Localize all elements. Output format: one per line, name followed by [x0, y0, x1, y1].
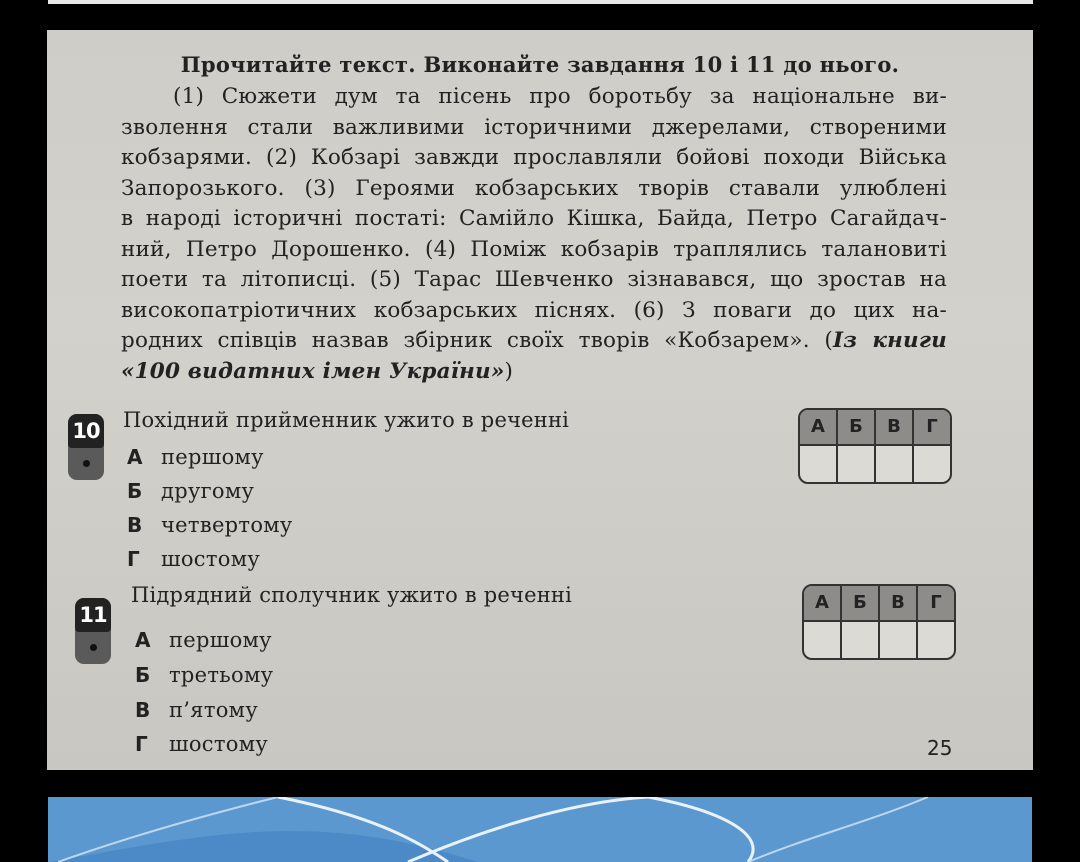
banner-waves — [48, 797, 1032, 862]
answer-cell-b[interactable] — [842, 622, 880, 660]
task-10-option-g[interactable]: Г шостому — [127, 547, 260, 571]
bullet-icon — [83, 460, 90, 467]
text-line: зволення стали важливими історичними джерелами, створеними — [121, 114, 947, 140]
task-11-option-b[interactable]: Б третьому — [135, 663, 274, 687]
reading-text — [121, 82, 947, 387]
text-line: Запорозького. (3) Героями кобзарських творів ставали улюблені — [121, 175, 947, 201]
task-number: 11 — [75, 598, 111, 632]
answer-header-g: Г — [930, 592, 942, 613]
text-line: (1) Сюжети дум та пісень про боротьбу за національне ви- — [173, 84, 947, 109]
task-10-option-b[interactable]: Б другому — [127, 479, 255, 503]
answer-cell-a[interactable] — [804, 622, 842, 660]
text-line — [121, 357, 947, 388]
answer-header-a: А — [804, 586, 842, 620]
task-10-question: Похідний прийменник ужито в реченні — [123, 408, 570, 432]
answer-header-v: В — [876, 410, 914, 444]
text-line-plain: родних співців назвав збірник своїх творів «Кобзарем». ( — [121, 328, 833, 353]
task-11-answer-grid — [802, 584, 956, 660]
answer-header-a: А — [800, 410, 838, 444]
answer-cell-b[interactable] — [838, 446, 876, 484]
answer-cell-g[interactable] — [918, 622, 954, 660]
answer-cell-v[interactable] — [876, 446, 914, 484]
task-11-option-v[interactable]: В п’ятому — [135, 698, 258, 722]
top-bar — [48, 0, 1033, 4]
answer-header-b: Б — [842, 586, 880, 620]
task-11-number-badge — [75, 598, 111, 664]
task-11-question: Підрядний сполучник ужито в реченні — [131, 583, 573, 607]
task-11-option-a[interactable]: А першому — [135, 628, 272, 652]
task-10-number-badge — [68, 414, 104, 480]
answer-cell-g[interactable] — [914, 446, 950, 484]
instruction-heading: Прочитайте текст. Виконайте завдання 10 і 11 до нього. — [180, 52, 900, 77]
task-10-option-a[interactable]: А першому — [127, 445, 264, 469]
text-line: ний, Петро Дорошенко. (4) Поміж кобзарів траплялись талановиті — [121, 236, 947, 262]
source-citation-part2: «100 видатних імен України» — [121, 358, 505, 384]
source-citation-part1: Із книги — [832, 328, 948, 353]
text-line: кобзарями. (2) Кобзарі завжди прославляли бойові походи Війська — [121, 145, 947, 170]
decorative-banner — [48, 797, 1032, 862]
book-page — [47, 30, 1033, 770]
source-close: ) — [504, 358, 514, 384]
task-11-option-g[interactable]: Г шостому — [135, 732, 268, 756]
task-10-option-v[interactable]: В четвертому — [127, 513, 293, 537]
page-number: 25 — [927, 736, 953, 760]
task-number: 10 — [68, 414, 104, 448]
text-line — [121, 326, 947, 357]
text-line: в народі історичні постаті: Самійло Кішка, Байда, Петро Сагайдач- — [121, 206, 947, 231]
answer-cell-a[interactable] — [800, 446, 838, 484]
answer-header-v: В — [880, 586, 918, 620]
task-10-answer-grid — [798, 408, 952, 484]
answer-header-b: Б — [838, 410, 876, 444]
text-line: поети та літописці. (5) Тарас Шевченко зізнавався, що зростав на — [121, 267, 947, 292]
text-line: високопатріотичних кобзарських піснях. (6) З поваги до цих на- — [121, 297, 947, 323]
bullet-icon — [90, 644, 97, 651]
answer-header-g: Г — [926, 416, 938, 437]
answer-cell-v[interactable] — [880, 622, 918, 660]
